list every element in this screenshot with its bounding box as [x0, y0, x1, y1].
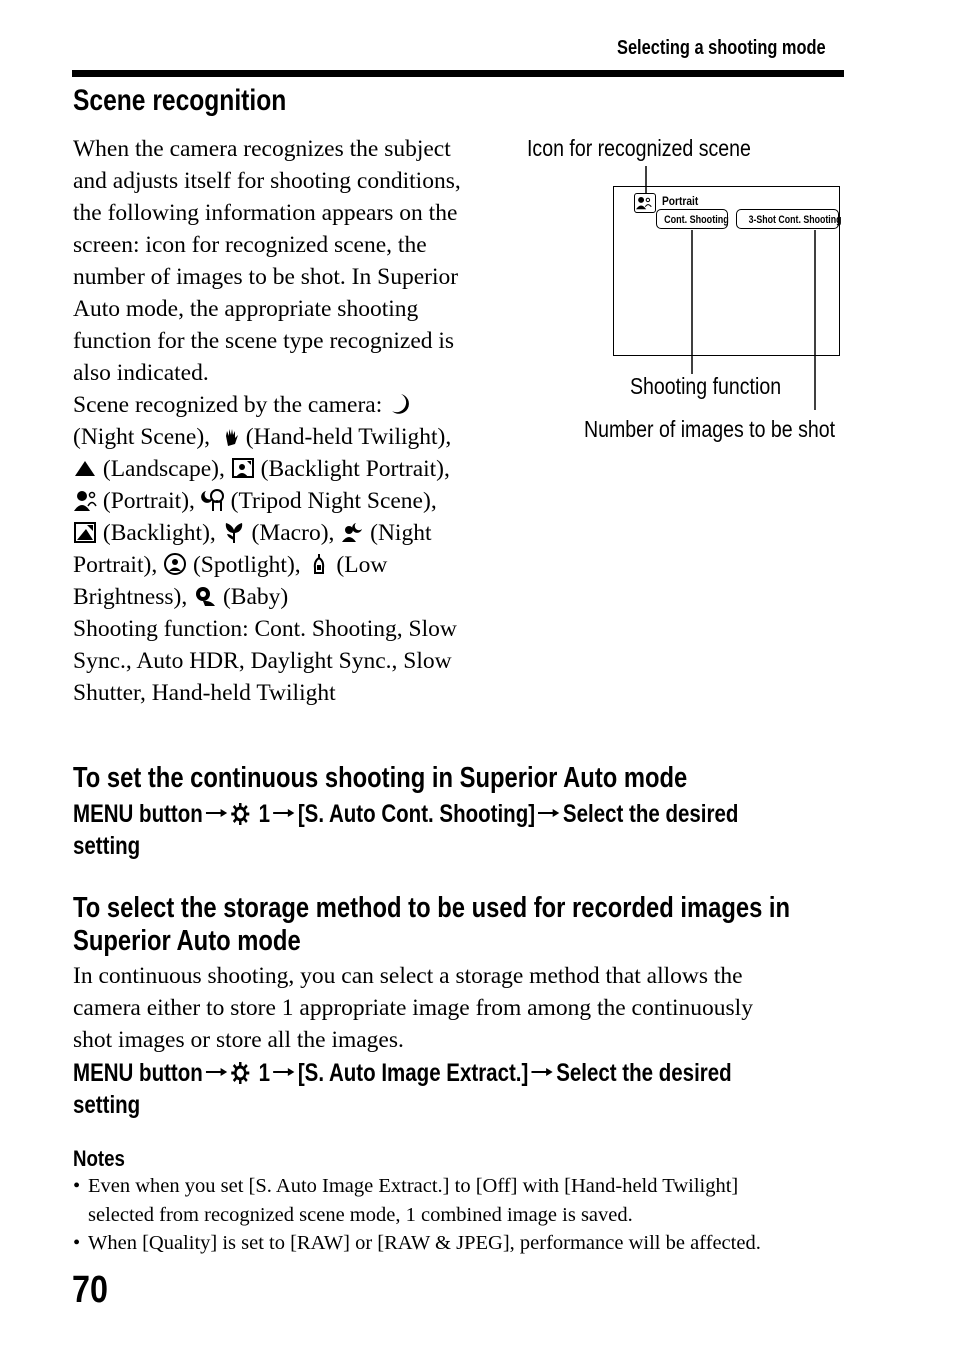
scene-tripod-night-scene: (Tripod Night Scene), — [230, 488, 437, 514]
note-item — [73, 1172, 761, 1229]
images-count-badge-text: 3-Shot Cont. Shooting — [748, 214, 842, 226]
images-count-badge — [736, 209, 842, 229]
scene-recognition-body — [73, 133, 503, 709]
menu-path-continuation: setting — [73, 832, 141, 860]
scene-list-line — [73, 581, 503, 613]
scene-low-brightness-b: Brightness), — [73, 584, 188, 610]
section-title-continuous-shooting: To set the continuous shooting in Superior Auto mode — [73, 762, 688, 794]
camera-screen — [613, 186, 840, 356]
shooting-function-line: Sync., Auto HDR, Daylight Sync., Slow — [73, 648, 452, 674]
arrow-icon — [206, 1067, 227, 1077]
scene-macro: (Macro), — [251, 520, 335, 546]
backlight-portrait-icon — [231, 456, 255, 480]
notes-heading: Notes — [73, 1146, 125, 1171]
shooting-function-line: Shooting function: Cont. Shooting, Slow — [73, 616, 457, 642]
shooting-function-badge — [656, 209, 728, 229]
spotlight-icon — [163, 552, 187, 576]
storage-method-body — [73, 960, 753, 1056]
gear-icon — [231, 1061, 251, 1085]
macro-icon — [222, 520, 246, 544]
scene-spotlight: (Spotlight), — [192, 552, 301, 578]
hand-held-twilight-icon — [216, 424, 240, 448]
scene-list-line — [73, 517, 503, 549]
menu-path-end: Select the desired — [556, 1059, 732, 1087]
night-scene-icon — [388, 392, 412, 416]
menu-path-image-extract — [73, 1059, 732, 1088]
scene-backlight-portrait: (Backlight Portrait), — [260, 456, 450, 482]
para-line: function for the scene type recognized is — [73, 328, 455, 354]
backlight-icon — [73, 520, 97, 544]
label-shooting-function: Shooting function — [630, 373, 782, 399]
gear-icon — [231, 802, 251, 826]
baby-icon — [193, 584, 217, 608]
para-line: also indicated. — [73, 360, 209, 386]
menu-path-continuation: setting — [73, 1091, 141, 1119]
page-number: 70 — [72, 1269, 108, 1311]
scene-list-line — [73, 453, 503, 485]
bullet: • — [73, 1175, 81, 1197]
label-icon-recognized-scene: Icon for recognized scene — [527, 135, 751, 161]
para-line: When the camera recognizes the subject — [73, 136, 451, 162]
scene-list-line — [73, 421, 503, 453]
arrow-icon — [273, 1067, 294, 1077]
menu-button-label: MENU button — [73, 1059, 203, 1087]
section-title-scene-recognition: Scene recognition — [73, 84, 287, 117]
scene-list-line — [73, 485, 503, 517]
tripod-night-scene-icon — [201, 488, 225, 512]
menu-path-end: Select the desired — [562, 800, 739, 828]
notes-list — [73, 1172, 761, 1258]
low-brightness-icon — [307, 552, 331, 576]
section-title-storage-method-1: To select the storage method to be used for recorded images in — [73, 892, 791, 924]
para-line: screen: icon for recognized scene, the — [73, 232, 427, 258]
screen-scene-name: Portrait — [662, 194, 699, 208]
scene-portrait: (Portrait), — [102, 488, 195, 514]
landscape-icon — [73, 456, 97, 480]
scene-night-portrait-a: (Night — [370, 520, 432, 546]
menu-item-name: [S. Auto Cont. Shooting] — [297, 800, 536, 828]
note-line: When [Quality] is set to [RAW] or [RAW & JPEG], performance will be affected. — [88, 1232, 761, 1254]
portrait-icon — [73, 488, 97, 512]
scene-night-scene: (Night Scene), — [73, 424, 211, 450]
header-rule — [72, 70, 844, 77]
note-line: selected from recognized scene mode, 1 combined image is saved. — [88, 1203, 633, 1226]
scene-hand-held-twilight: (Hand-held Twilight), — [245, 424, 452, 450]
menu-item-name: [S. Auto Image Extract.] — [297, 1059, 529, 1087]
scene-list-line — [73, 549, 503, 581]
label-number-of-images: Number of images to be shot — [584, 416, 836, 442]
arrow-icon — [273, 808, 294, 818]
scene-landscape: (Landscape), — [102, 456, 225, 482]
running-header: Selecting a shooting mode — [617, 37, 826, 59]
para-line: and adjusts itself for shooting conditions, — [73, 168, 461, 194]
para-line: the following information appears on the — [73, 200, 458, 226]
note-line: Even when you set [S. Auto Image Extract.] to [Off] with [Hand-held Twilight] — [88, 1175, 739, 1197]
scene-backlight: (Backlight), — [102, 520, 216, 546]
scene-baby: (Baby) — [222, 584, 289, 610]
note-item — [73, 1229, 761, 1258]
para-line: number of images to be shot. In Superior — [73, 264, 459, 290]
scene-list-line — [73, 389, 503, 421]
scene-intro: Scene recognized by the camera: — [73, 392, 383, 418]
para-line: shot images or store all the images. — [73, 1027, 404, 1053]
menu-page-number: 1 — [258, 800, 270, 828]
night-portrait-icon — [340, 520, 364, 544]
para-line: In continuous shooting, you can select a storage method that allows the — [73, 963, 743, 989]
arrow-icon — [532, 1067, 553, 1077]
menu-page-number: 1 — [258, 1059, 270, 1087]
recognized-scene-icon — [634, 193, 656, 213]
menu-button-label: MENU button — [73, 800, 203, 828]
para-line: camera either to store 1 appropriate image from among the continuously — [73, 995, 753, 1021]
shooting-function-badge-text: Cont. Shooting — [664, 214, 729, 226]
scene-night-portrait-b: Portrait), — [73, 552, 158, 578]
arrow-icon — [538, 808, 559, 818]
arrow-icon — [206, 808, 227, 818]
para-line: Auto mode, the appropriate shooting — [73, 296, 419, 322]
menu-path-continuous-shooting — [73, 800, 738, 829]
scene-low-brightness-a: (Low — [336, 552, 388, 578]
shooting-function-line: Shutter, Hand-held Twilight — [73, 680, 336, 706]
bullet: • — [73, 1232, 81, 1254]
section-title-storage-method-2: Superior Auto mode — [73, 925, 301, 957]
